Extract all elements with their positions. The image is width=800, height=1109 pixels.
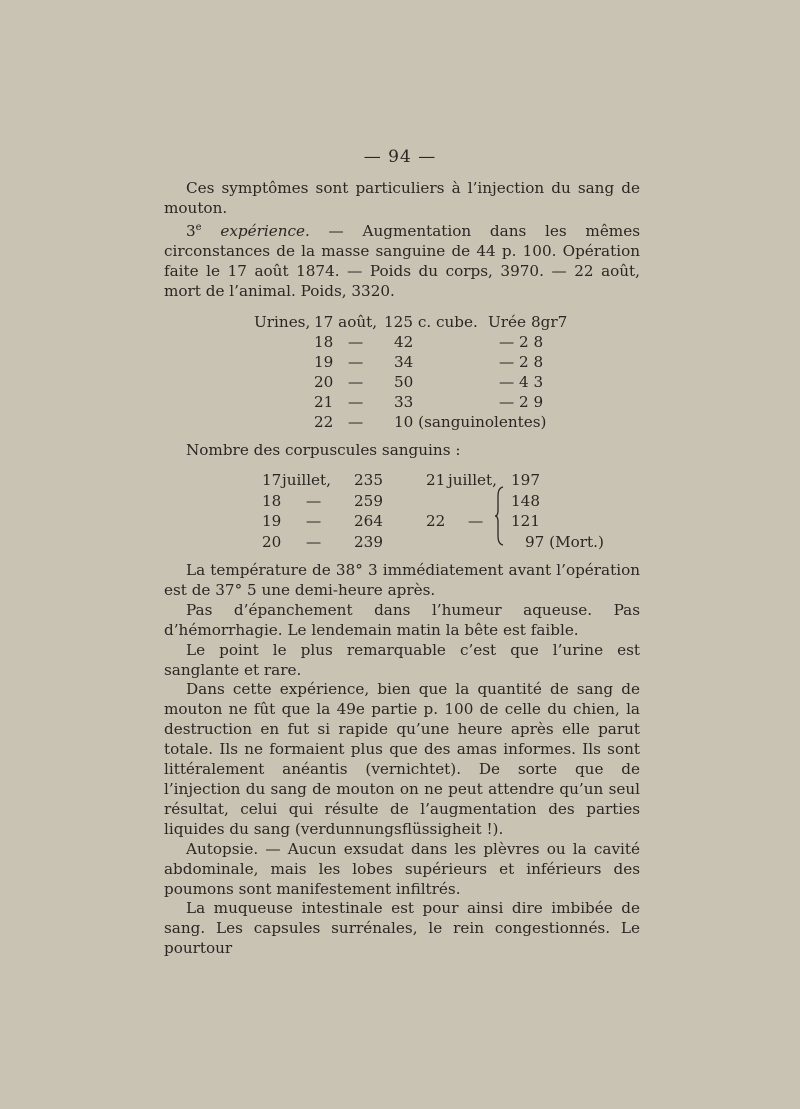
corp-value: 239 xyxy=(354,532,383,551)
top-text-block xyxy=(164,178,640,301)
paragraph-experience: Dans cette expérience, bien que la quantité de sang de mouton ne fût que la 49e partie p. 100 de celle du chien, la destruction en fut si rapide qu’une heure après elle parut totale. Ils ne formaient plus que des amas informes. Ils sont littéralement anéantis (vernichtet). De sorte que de l’injection du sang de mouton on ne peut attendre qu’un seul résultat, celui qui résulte de l’augmentation des parties liquides du sang (verdunnungsflüssigheit !). xyxy=(164,680,640,838)
corp-value: 97 (Mort.) xyxy=(525,532,604,551)
urines-volume: 10 (sanguinolentes) xyxy=(394,413,547,431)
paragraph-temperature: La température de 38° 3 immédiatement avant l’opération est de 37° 5 une demi-heure après. xyxy=(164,561,640,599)
urines-label: Urines, xyxy=(254,313,311,331)
paragraph-muqueuse: La muqueuse intestinale est pour ainsi dire imbibée de sang. Les capsules surrénales, le rein congestionnés. Le pourtour xyxy=(164,899,640,958)
experience-title: expérience. xyxy=(201,222,310,241)
experience-number: 3 xyxy=(186,222,196,241)
corp-day: 21 xyxy=(426,471,446,489)
urines-volume: 42 xyxy=(394,333,414,351)
corp-month: — xyxy=(306,532,322,551)
corp-day: 19 xyxy=(262,512,282,530)
corp-day: 18 xyxy=(262,491,282,510)
corp-month: juillet, xyxy=(448,471,497,489)
uree-value: 8gr7 xyxy=(531,313,568,331)
urines-dash: — xyxy=(348,333,364,351)
corp-month: — xyxy=(306,491,322,510)
uree-value: — 4 3 xyxy=(499,373,544,391)
urines-dash: — xyxy=(348,393,364,411)
uree-value: — 2 9 xyxy=(499,393,544,411)
urines-volume: 125 c. cube. xyxy=(384,313,478,331)
urines-day: 20 xyxy=(314,373,334,391)
corp-value: 148 xyxy=(511,491,540,510)
corp-day: 22 xyxy=(426,512,446,530)
paragraph-symptomes: Ces symptômes sont particuliers à l’injection du sang de mouton. xyxy=(164,179,640,217)
paragraph-autopsie: Autopsie. — Aucun exsudat dans les plèvres ou la cavité abdominale, mais les lobes supérieurs et inférieurs des poumons sont manifestement infiltrés. xyxy=(164,839,640,898)
urines-volume: 33 xyxy=(394,393,414,411)
uree-label: Urée xyxy=(488,313,527,331)
corp-value: 235 xyxy=(354,471,383,489)
experience-text: — Augmentation dans les mêmes circonstances de la masse sanguine de 44 p. 100. Opération faite le 17 août 1874. — Poids du corps, 3970. — 22 août, mort de l’animal. Poids, 3320. xyxy=(164,222,640,301)
lower-text-block xyxy=(164,561,640,959)
corpuscules-title: Nombre des corpuscules sanguins : xyxy=(186,441,461,459)
urines-day: 19 xyxy=(314,353,334,371)
urines-day: 18 xyxy=(314,333,334,351)
urines-dash: — xyxy=(348,353,364,371)
experience-sup: e xyxy=(195,222,202,233)
corp-value: 259 xyxy=(354,491,383,510)
urines-day: 22 xyxy=(314,413,334,431)
corp-value: 264 xyxy=(354,512,383,530)
corp-value: 197 xyxy=(511,471,540,489)
corp-month: juillet, xyxy=(282,471,331,489)
curly-brace xyxy=(494,486,504,546)
urines-day: 17 août, xyxy=(314,313,378,331)
corp-month: — xyxy=(306,512,322,530)
paragraph-epanchement: Pas d’épanchement dans l’humeur aqueuse. Pas d’hémorrhagie. Le lendemain matin la bête est faible. xyxy=(164,600,640,639)
corp-day: 17 xyxy=(262,471,282,489)
corp-value: 121 xyxy=(511,512,540,530)
uree-value: — 2 8 xyxy=(499,353,544,371)
corp-day: 20 xyxy=(262,532,282,551)
urines-volume: 50 xyxy=(394,373,414,391)
corp-month: — xyxy=(468,512,484,530)
page-number: — 94 — xyxy=(363,147,437,167)
urines-dash: — xyxy=(348,413,364,431)
urines-volume: 34 xyxy=(394,353,414,371)
paragraph-urine: Le point le plus remarquable c’est que l’urine est sanglante et rare. xyxy=(164,640,640,679)
paragraph-experience-3 xyxy=(164,218,640,301)
urines-day: 21 xyxy=(314,393,334,411)
urines-dash: — xyxy=(348,373,364,391)
uree-value: — 2 8 xyxy=(499,333,544,351)
